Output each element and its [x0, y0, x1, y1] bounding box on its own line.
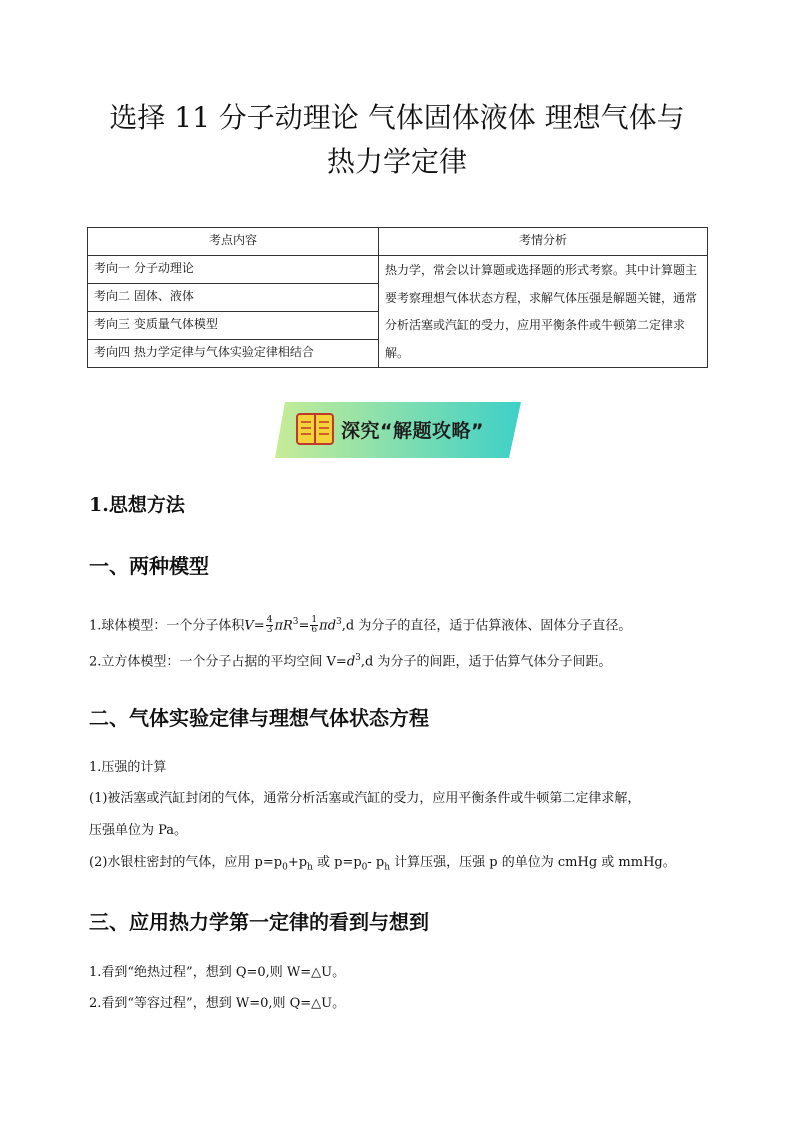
isochoric-text: 2.看到“等容过程”，想到 W=0,则 Q=△U。	[89, 996, 346, 1011]
topic-2: 考向二 固体、液体	[88, 284, 379, 312]
pressure-heading: 1.压强的计算	[89, 760, 167, 775]
cube-model-text: 2.立方体模型：一个分子占据的平均空间 $V=d^3,d$ 为分子的间距，适于估算气体分子间距。	[89, 653, 612, 670]
strategy-banner	[275, 402, 521, 458]
topic-1: 考向一 分子动理论	[88, 256, 379, 284]
table-row	[88, 256, 708, 284]
section-heading-gas-laws: 二、气体实验定律与理想气体状态方程	[89, 706, 429, 730]
pressure-unit-text: 压强单位为 Pa。	[89, 823, 188, 838]
document-title	[70, 96, 724, 184]
topic-3: 考向三 变质量气体模型	[88, 312, 379, 340]
mercury-column-text: (2)水银柱密封的气体，应用 $p=p_0+p_h$ 或 $p=p_0-$ $p_h$ 计算压强，压强 p 的单位为 cmHg 或 mmHg。	[89, 855, 676, 873]
open-book-icon	[297, 414, 333, 444]
title-line-2: 热力学定律	[326, 145, 467, 178]
section-heading-methods: 1.思想方法	[89, 494, 185, 516]
banner-label: 深究“解题攻略”	[341, 420, 484, 442]
pressure-piston-text: (1)被活塞或汽缸封闭的气体，通常分析活塞或汽缸的受力，应用平衡条件或牛顿第二定律求解，	[89, 791, 641, 806]
topic-4: 考向四 热力学定律与气体实验定律相结合	[88, 340, 379, 368]
table-header-row	[88, 228, 708, 256]
header-analysis: 考情分析	[379, 228, 708, 256]
analysis-text: 热力学，常会以计算题或选择题的形式考察。其中计算题主要考察理想气体状态方程，求解气体压强是解题关键，通常分析活塞或汽缸的受力，应用平衡条件或牛顿第二定律求解。	[379, 256, 708, 368]
section-heading-thermodynamics: 三、应用热力学第一定律的看到与想到	[89, 910, 429, 934]
header-topic: 考点内容	[88, 228, 379, 256]
exam-outline-table	[87, 227, 708, 368]
section-heading-models: 一、两种模型	[89, 554, 209, 578]
adiabatic-text: 1.看到“绝热过程”，想到 Q=0,则 W=△U。	[89, 965, 346, 980]
title-line-1: 选择 11 分子动理论 气体固体液体 理想气体与	[109, 101, 685, 134]
sphere-model-text: 1.球体模型：一个分子体积V= $\frac{4}{3}$ $\pi R^3=$ $\frac{1}{6}$ $\pi d^3,d$ 为分子的直径，适于估算液体、固体分子直径。	[89, 615, 632, 636]
